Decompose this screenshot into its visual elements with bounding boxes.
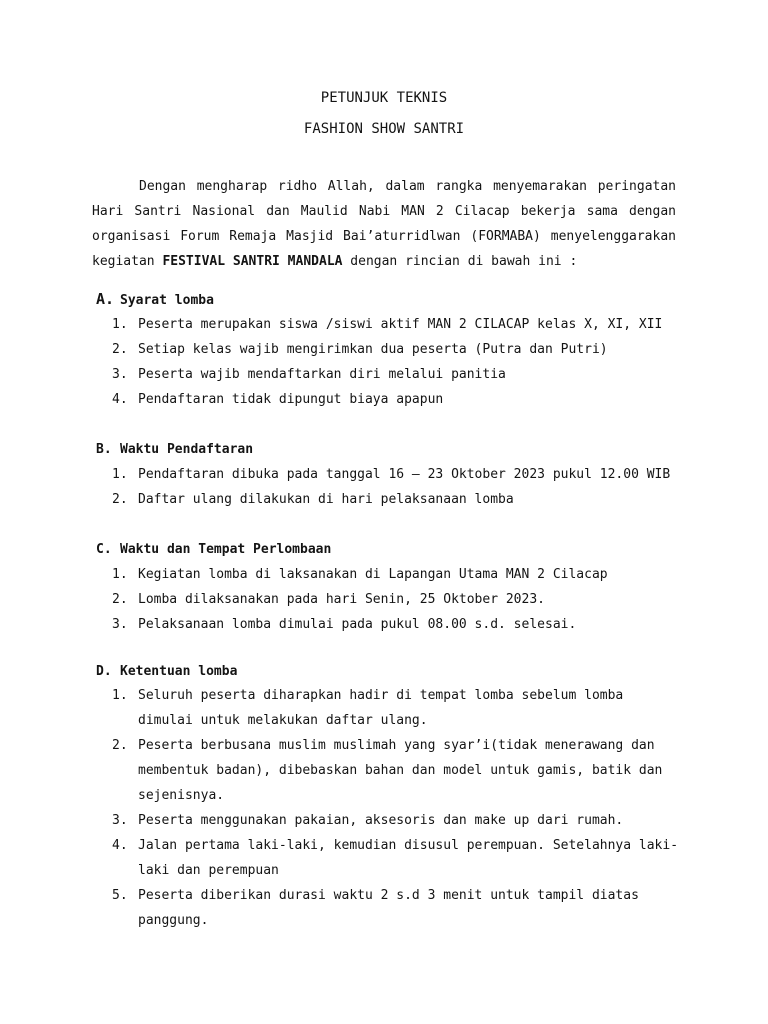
section-title: Waktu dan Tempat Perlombaan <box>120 542 332 557</box>
item-continuation: laki dan perempuan <box>138 863 279 878</box>
item-number: 5. <box>112 888 128 903</box>
item-text: Pendaftaran tidak dipungut biaya apapun <box>138 392 444 407</box>
intro-line: Hari Santri Nasional dan Maulid Nabi MAN 2 Cilacap bekerja sama dengan <box>92 204 676 219</box>
document-title: PETUNJUK TEKNIS <box>320 90 448 106</box>
intro-line <box>92 249 676 274</box>
section-title: Syarat lomba <box>120 293 214 308</box>
event-name: FESTIVAL SANTRI MANDALA <box>162 254 343 269</box>
item-number: 1. <box>112 688 128 703</box>
item-number: 3. <box>112 367 128 382</box>
list-item <box>112 337 608 362</box>
document-subtitle: FASHION SHOW SANTRI <box>303 121 465 137</box>
item-text: Kegiatan lomba di laksanakan di Lapangan Utama MAN 2 Cilacap <box>138 567 608 582</box>
section-letter: C. <box>96 542 112 557</box>
list-item <box>112 612 576 637</box>
list-item <box>112 387 443 412</box>
list-item <box>112 808 623 833</box>
item-continuation: dimulai untuk melakukan daftar ulang. <box>138 713 428 728</box>
item-number: 2. <box>112 342 128 357</box>
section-heading-c <box>96 542 331 557</box>
item-number: 4. <box>112 392 128 407</box>
intro-paragraph <box>92 174 676 274</box>
section-heading-b <box>96 442 253 457</box>
item-text: Peserta merupakan siswa /siswi aktif MAN 2 CILACAP kelas X, XI, XII <box>138 317 663 332</box>
item-number: 1. <box>112 467 128 482</box>
list-item <box>112 562 608 587</box>
list-item <box>112 833 678 858</box>
item-number: 1. <box>112 567 128 582</box>
item-number: 2. <box>112 492 128 507</box>
list-item <box>112 683 623 708</box>
item-text: Seluruh peserta diharapkan hadir di tempat lomba sebelum lomba <box>138 688 624 703</box>
item-continuation: sejenisnya. <box>138 788 225 803</box>
section-title: Waktu Pendaftaran <box>120 442 254 457</box>
item-text: Peserta menggunakan pakaian, aksesoris dan make up dari rumah. <box>138 813 624 828</box>
section-letter: D. <box>96 664 112 679</box>
list-item <box>112 362 506 387</box>
item-text: Lomba dilaksanakan pada hari Senin, 25 Oktober 2023. <box>138 592 545 607</box>
item-number: 1. <box>112 317 128 332</box>
item-text: Peserta berbusana muslim muslimah yang syar’i(tidak menerawang dan <box>138 738 655 753</box>
item-text: Daftar ulang dilakukan di hari pelaksanaan lomba <box>138 492 514 507</box>
list-item <box>112 883 639 908</box>
list-item <box>112 733 655 758</box>
item-number: 3. <box>112 617 128 632</box>
section-heading-a <box>96 290 214 308</box>
intro-line: organisasi Forum Remaja Masjid Bai’aturridlwan (FORMABA) menyelenggarakan <box>92 229 676 244</box>
list-item <box>112 462 670 487</box>
section-heading-d <box>96 664 237 679</box>
intro-text: dengan rincian di bawah ini : <box>342 254 578 269</box>
item-number: 4. <box>112 838 128 853</box>
item-text: Pendaftaran dibuka pada tanggal 16 – 23 Oktober 2023 pukul 12.00 WIB <box>138 467 671 482</box>
item-continuation: panggung. <box>138 913 209 928</box>
item-number: 3. <box>112 813 128 828</box>
intro-line: Dengan mengharap ridho Allah, dalam rangka menyemarakan peringatan <box>139 179 676 194</box>
list-item <box>112 587 545 612</box>
intro-text: kegiatan <box>92 254 163 269</box>
section-letter: B. <box>96 442 112 457</box>
section-letter: A. <box>96 290 115 308</box>
section-title: Ketentuan lomba <box>120 664 238 679</box>
item-number: 2. <box>112 592 128 607</box>
item-text: Setiap kelas wajib mengirimkan dua peserta (Putra dan Putri) <box>138 342 608 357</box>
list-item <box>112 487 514 512</box>
item-continuation: membentuk badan), dibebaskan bahan dan model untuk gamis, batik dan <box>138 763 663 778</box>
item-text: Peserta diberikan durasi waktu 2 s.d 3 menit untuk tampil diatas <box>138 888 639 903</box>
item-text: Peserta wajib mendaftarkan diri melalui panitia <box>138 367 506 382</box>
list-item <box>112 312 662 337</box>
item-number: 2. <box>112 738 128 753</box>
item-text: Jalan pertama laki-laki, kemudian disusul perempuan. Setelahnya laki- <box>138 838 679 853</box>
item-text: Pelaksanaan lomba dimulai pada pukul 08.00 s.d. selesai. <box>138 617 577 632</box>
